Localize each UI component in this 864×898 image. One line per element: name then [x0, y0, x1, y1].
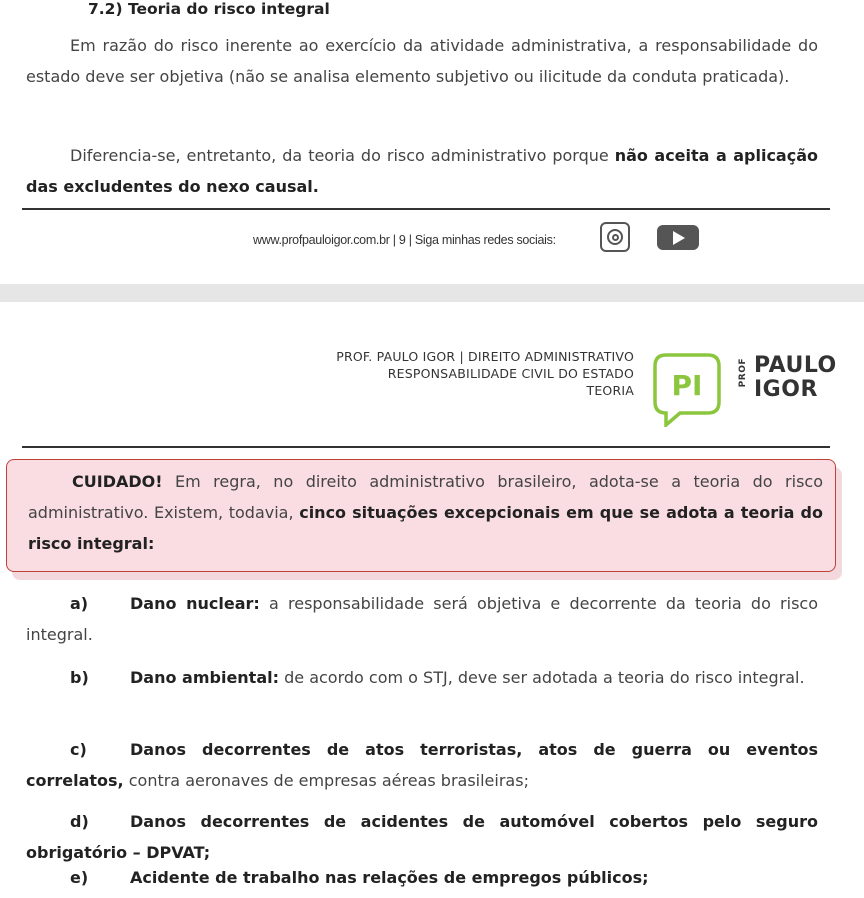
header-line-2: RESPONSABILIDADE CIVIL DO ESTADO [387, 366, 634, 381]
logo-igor: IGOR [754, 377, 818, 402]
paragraph-2-text: Diferencia-se, entretanto, da teoria do risco administrativo porque [70, 146, 615, 165]
page-separator [0, 284, 864, 302]
warning-callout [6, 459, 836, 572]
header-line-3: TEORIA [586, 383, 634, 398]
header-line-1: PROF. PAULO IGOR | DIREITO ADMINISTRATIVO [336, 349, 634, 364]
paragraph-1 [26, 30, 818, 92]
paragraph-1-text: Em razão do risco inerente ao exercício da atividade administrativa, a responsabilidade do estado deve ser objetiva (não se analisa elemento subjetivo ou ilicitude da conduta praticada). [26, 36, 818, 86]
item-bold: Danos decorrentes de acidentes de automóvel cobertos pelo seguro obrigatório – DPVAT; [26, 812, 818, 862]
page-9 [0, 0, 864, 284]
item-label: d) [70, 812, 89, 831]
page-header [336, 348, 634, 399]
logo-paulo: PAULO [754, 353, 837, 378]
header-divider [22, 446, 830, 448]
list-item [26, 588, 818, 650]
list-item [26, 734, 818, 796]
logo-prof: PROF [738, 358, 748, 388]
item-bold: Dano nuclear: [130, 594, 260, 613]
list-item [26, 862, 818, 893]
item-bold: Acidente de trabalho nas relações de empregos públicos; [130, 868, 649, 887]
item-label: e) [70, 868, 89, 887]
footer-divider [22, 208, 830, 210]
item-label: b) [70, 668, 89, 687]
list-item [26, 806, 818, 868]
list-item [26, 662, 818, 693]
paragraph-2-bold: não aceita a aplicação das excludentes do nexo causal. [26, 146, 818, 196]
instagram-icon[interactable] [600, 222, 630, 252]
logo-badge [652, 352, 722, 427]
item-label: a) [70, 594, 89, 613]
item-bold: Danos decorrentes de atos terroristas, atos de guerra ou eventos correlatos, [26, 740, 818, 790]
item-text: a responsabilidade será objetiva e decorrente da teoria do risco integral. [26, 594, 819, 644]
callout-text [28, 466, 823, 559]
item-text: contra aeronaves de empresas aéreas brasileiras; [123, 771, 529, 790]
page-10 [0, 302, 864, 898]
callout-bold-2: cinco situações excepcionais em que se adota a teoria do risco integral: [28, 503, 823, 553]
callout-normal: Em regra, no direito administrativo brasileiro, adota-se a teoria do risco administrativo. Existem, todavia, [28, 472, 823, 522]
section-title: 7.2) Teoria do risco integral [88, 0, 330, 18]
youtube-icon[interactable] [657, 225, 699, 250]
footer-text: www.profpauloigor.com.br | 9 | Siga minhas redes sociais: [253, 233, 556, 247]
page-footer [0, 222, 864, 258]
item-bold: Dano ambiental: [130, 668, 280, 687]
item-label: c) [70, 740, 87, 759]
callout-bold-1: CUIDADO! [72, 472, 163, 491]
paragraph-2 [26, 140, 818, 202]
logo-pi: PI [671, 369, 703, 402]
item-text: de acordo com o STJ, deve ser adotada a teoria do risco integral. [279, 668, 805, 687]
